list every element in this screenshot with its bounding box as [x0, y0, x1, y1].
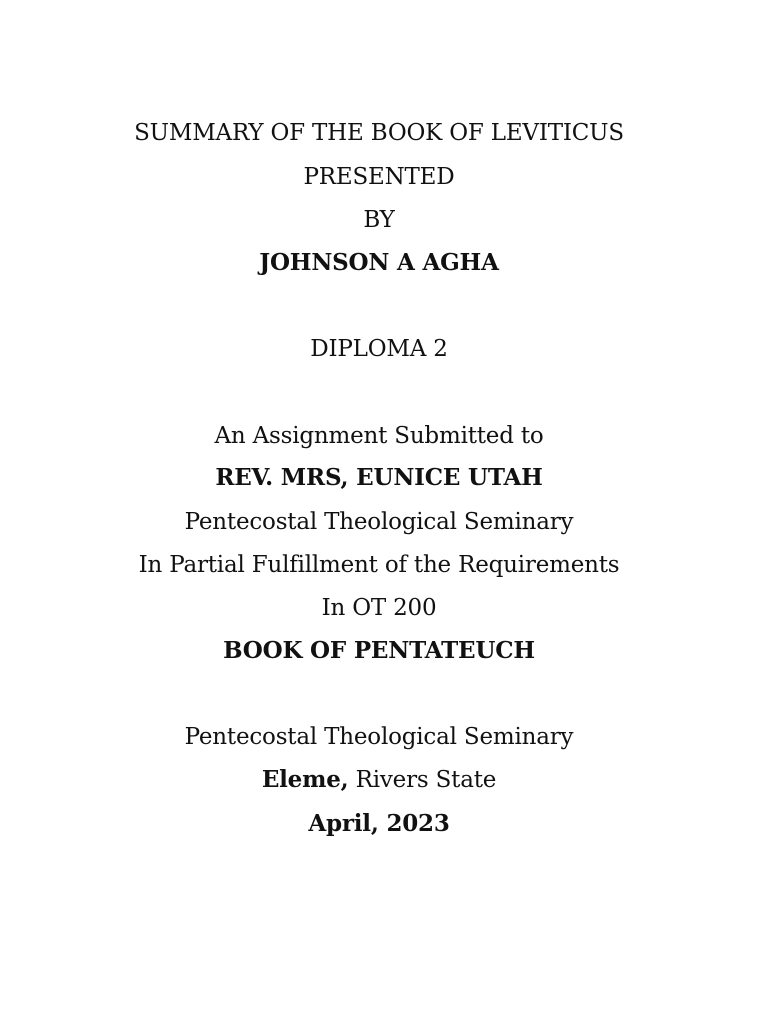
institution-name: Pentecostal Theological Seminary [184, 509, 574, 535]
author-name: JOHNSON A AGHA [259, 249, 499, 276]
course-name: BOOK OF PENTATEUCH [223, 637, 535, 664]
by-label: BY [363, 207, 395, 233]
location-city: Eleme, [261, 766, 349, 793]
location-state: Rivers State [348, 767, 497, 793]
fulfillment-line: In Partial Fulfillment of the Requirements [138, 552, 620, 578]
institution-footer: Pentecostal Theological Seminary [184, 724, 574, 750]
submission-line: An Assignment Submitted to [214, 423, 544, 449]
instructor-name: REV. MRS, EUNICE UTAH [215, 464, 543, 491]
presented-label: PRESENTED [303, 164, 455, 190]
course-code: In OT 200 [321, 595, 437, 621]
program-label: DIPLOMA 2 [310, 336, 448, 362]
location-line [0, 765, 758, 795]
document-title: SUMMARY OF THE BOOK OF LEVITICUS [134, 120, 624, 146]
submission-date: April, 2023 [308, 810, 450, 837]
